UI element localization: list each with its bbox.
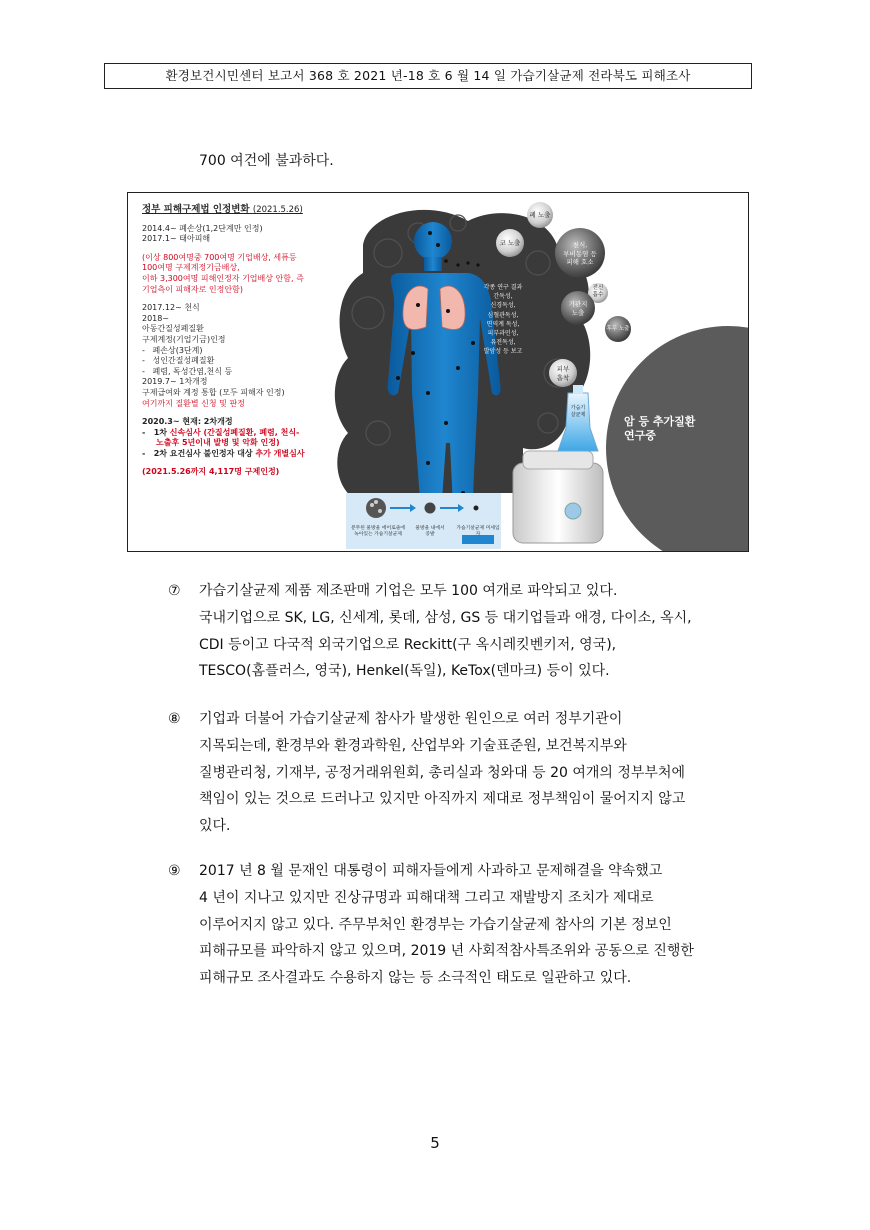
bubble-skin-label: 피부 흡착 (556, 365, 570, 382)
timeline-line: 2017.12~ 천식 (142, 303, 200, 313)
paragraph-line: 있다. (199, 818, 231, 835)
bubble-asthma-label: 천식, 부비동염 등 피해 호소 (563, 241, 597, 266)
timeline-line: 구제계정(기업기금)인정 (142, 334, 226, 344)
cancer-research-label: 암 등 추가질환 연구중 (624, 415, 696, 442)
timeline-line: 2014.4~ 폐손상(1,2단계만 인정) (142, 223, 263, 233)
timeline-line: 2018~ (142, 313, 170, 323)
timeline-line: 구제급여와 계정 통합 (모두 피해자 인정) (142, 387, 285, 397)
timeline-red-line: 이하 3,300여명 피해인정자 기업배상 안함, 즉 (142, 273, 304, 283)
page-number: 5 (430, 1134, 440, 1152)
paragraph-line: 질병관리청, 기재부, 공정거래위원회, 총리실과 청와대 등 20 여개의 정부부처에 (199, 764, 686, 781)
timeline-red-line: 기업측이 피해자로 인정안함) (142, 284, 243, 294)
stage-caption-3: 가습기살균제 미세입자 (456, 526, 500, 537)
legal-timeline (142, 205, 340, 478)
bottle-label: 가습기 살균제 (570, 405, 586, 418)
timeline-red-line: 100여명 구제계정기금배상, (142, 263, 240, 273)
paragraph-line: 기업과 더불어 가습기살균제 참사가 발생한 원인으로 여러 정부기관이 (199, 711, 623, 727)
timeline-item-1: - 1차 신속심사 (간질성폐질환, 폐렴, 천식- 노출후 5년이내 발병 및 악화 인정) (142, 427, 300, 448)
research-findings-label: 각종 연구 결과 간독성, 신경독성, 심혈관독성, 면역계 독성, 피부과민성, 유전독성, 발암성 등 보고 (483, 284, 523, 356)
report-header: 환경보건시민센터 보고서 368 호 2021 년-18 호 6 월 14 일 가습기살균제 전라북도 피해조사 (104, 63, 752, 89)
timeline-item-2: - 2차 요건심사 불인정자 대상 추가 개별심사 (142, 448, 305, 458)
paragraph-line: TESCO(홈플러스, 영국), Henkel(독일), KeTox(덴마크) 등이 있다. (199, 663, 610, 680)
section-8 (168, 706, 758, 846)
timeline-line: 아동간질성폐질환 (142, 324, 204, 334)
figure-humidifier-infographic (127, 192, 749, 552)
paragraph-line: 2017 년 8 월 문재인 대통령이 피해자들에게 사과하고 문제해결을 약속했고 (199, 863, 663, 879)
section-9 (168, 858, 758, 998)
timeline-item: - 성인간질성폐질환 (142, 356, 215, 366)
paragraph-line: 가습기살균제 제품 제조판매 기업은 모두 100 여개로 파악되고 있다. (199, 583, 618, 599)
particle-stages (346, 493, 501, 549)
bubble-nose-label: 코 노출 (499, 239, 521, 247)
stage-caption-2: 물방울 내에서 증발 (415, 526, 445, 537)
intro-line: 700 여건에 불과하다. (199, 153, 334, 169)
timeline-line: 2017.1~ 태아피해 (142, 234, 211, 244)
bubble-systemic-label: 전신 흡수 (592, 285, 604, 298)
bubble-lung-label: 폐 노출 (529, 211, 551, 219)
timeline-line: 2019.7~ 1차개정 (142, 377, 208, 387)
paragraph-line: 이루어지지 않고 있다. 주무부처인 환경부는 가습기살균제 참사의 기본 정보인 (199, 916, 672, 933)
paragraph-line: 지목되는데, 환경부와 환경과학원, 산업부와 기술표준원, 보건복지부와 (199, 737, 627, 754)
timeline-item: - 폐렴, 독성간염,천식 등 (142, 366, 233, 376)
bubble-larynx-label: 후두 노출 (606, 326, 630, 332)
stage-caption-1: 분무된 물방울 에어로졸에 녹아있는 가습기살균제 (350, 526, 406, 537)
paragraph-line: 책임이 있는 것으로 드러나고 있지만 아직까지 제대로 정부책임이 물어지지 않고 (199, 791, 686, 808)
timeline-footer: (2021.5.26까지 4,117명 구제인정) (142, 467, 280, 477)
paragraph-line: CDI 등이고 다국적 외국기업으로 Reckitt(구 옥시레킷벤키저, 영국), (199, 636, 617, 653)
figure-title: 정부 피해구제법 인정변화 (142, 204, 250, 215)
timeline-red-line: (이상 800여명중 700여명 기업배상, 세퓨등 (142, 252, 297, 262)
paragraph-line: 피해규모를 파악하지 않고 있으며, 2019 년 사회적참사특조위와 공동으로 진행한 (199, 943, 694, 960)
timeline-item: - 폐손상(3단계) (142, 345, 203, 355)
timeline-current: 2020.3~ 현재: 2차개정 (142, 417, 233, 427)
timeline-red-line: 여기까지 질환별 신청 및 판정 (142, 398, 245, 408)
section-number: ⑧ (168, 711, 181, 727)
paragraph-line: 4 년이 지나고 있지만 진상규명과 피해대책 그리고 재발방지 조치가 제대로 (199, 889, 654, 906)
paragraph-line: 피해규모 조사결과도 수용하지 않는 등 소극적인 태도로 일관하고 있다. (199, 970, 632, 987)
section-number: ⑨ (168, 863, 181, 879)
figure-title-date: (2021.5.26) (252, 205, 303, 215)
bubble-bronchus-label: 기관지 노출 (568, 300, 588, 317)
paragraph-line: 국내기업으로 SK, LG, 신세계, 롯데, 삼성, GS 등 대기업들과 애경, 다이소, 옥시, (199, 609, 692, 626)
section-number: ⑦ (168, 583, 181, 599)
section-7 (168, 578, 758, 688)
